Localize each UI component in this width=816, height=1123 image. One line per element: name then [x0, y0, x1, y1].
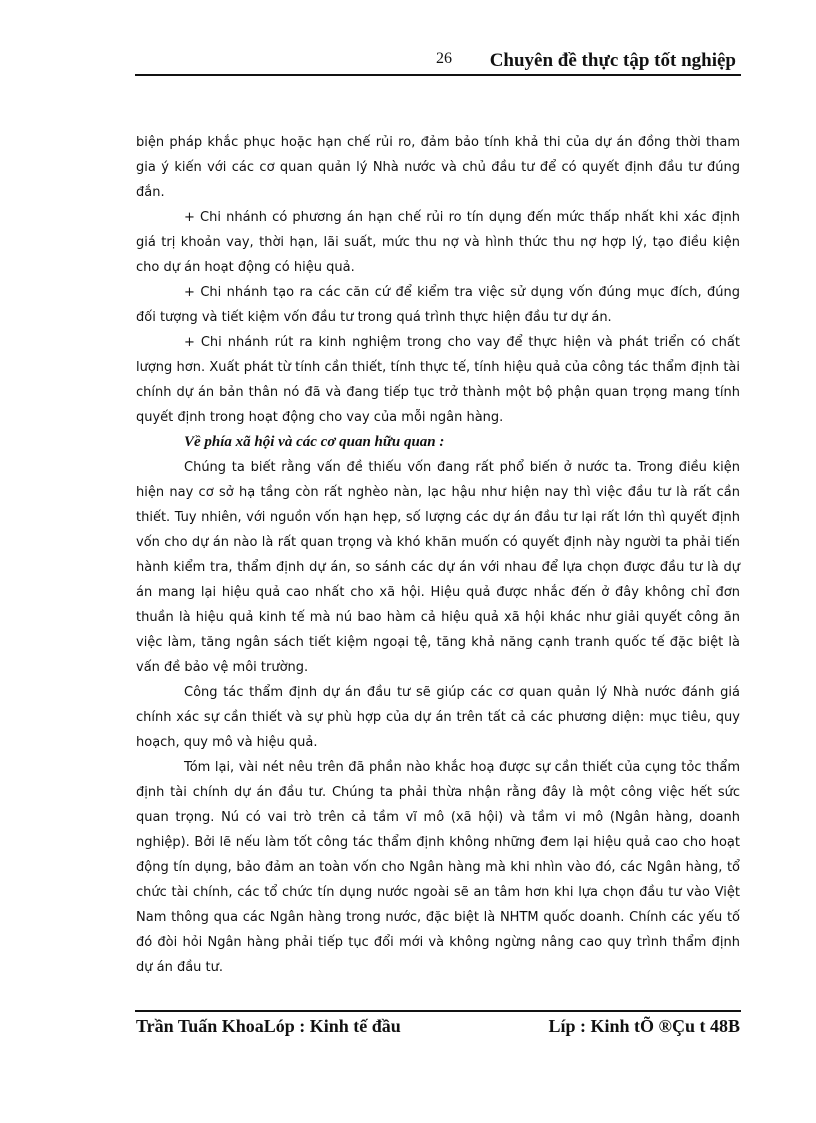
body-text — [136, 130, 740, 980]
paragraph: Công tác thẩm định dự án đầu tư sẽ giúp các cơ quan quản lý Nhà nước đánh giá chính xác sự cần thiết và sự phù hợp của dự án trên tất cả các phương diện: mục tiêu, quy hoạch, quy mô và hiệu quả. — [136, 685, 740, 750]
footer-rule — [135, 1010, 741, 1012]
header-title: Chuyên đề thực tập tốt nghiệp — [489, 50, 736, 71]
paragraph: + Chi nhánh có phương án hạn chế rủi ro tín dụng đến mức thấp nhất khi xác định giá trị khoản vay, thời hạn, lãi suất, mức thu nợ và hình thức thu nợ hợp lý, tạo điều kiện cho dự án hoạt động có hiệu quả. — [136, 210, 740, 275]
paragraph: + Chi nhánh rút ra kinh nghiệm trong cho vay để thực hiện và phát triển có chất lượng hơn. Xuất phát từ tính cần thiết, tính thực tế, tính hiệu quả của công tác thẩm định tài chính dự án bản thân nó đã và đang tiếp tục trở thành một bộ phận quan trọng mang tính quyết định trong hoạt động cho vay của mỗi ngân hàng. — [136, 335, 740, 425]
page-number: 26 — [436, 50, 452, 67]
paragraph: + Chi nhánh tạo ra các căn cứ để kiểm tra việc sử dụng vốn đúng mục đích, đúng đối tượng và tiết kiệm vốn đầu tư trong quá trình thực hiện đầu tư dự án. — [136, 285, 740, 325]
paragraph: biện pháp khắc phục hoặc hạn chế rủi ro, đảm bảo tính khả thi của dự án đồng thời tham gia ý kiến với các cơ quan quản lý Nhà nước và chủ đầu tư để có quyết định đầu tư đúng đắn. — [136, 135, 740, 200]
footer-author: Trần Tuấn KhoaLóp : Kinh tế đầu — [136, 1016, 401, 1036]
paragraph: Chúng ta biết rằng vấn đề thiếu vốn đang rất phổ biến ở nước ta. Trong điều kiện hiện nay cơ sở hạ tầng còn rất nghèo nàn, lạc hậu như hiện nay thì việc đầu tư là rất cần thiết. Tuy nhiên, với nguồn vốn hạn hẹp, số lượng các dự án đầu tư lại rất lớn thì quyết định vốn cho dự án nào là rất quan trọng và khó khăn muốn có quyết định này người ta phải tiến hành kiểm tra, thẩm định dự án, so sánh các dự án với nhau để lựa chọn được đầu tư là dự án mang lại hiệu quả cao nhất cho xã hội. Hiệu quả được nhắc đến ở đây không chỉ đơn thuần là hiệu quả kinh tế mà nú bao hàm cả hiệu quả xã hội khác như giải quyết công ăn việc làm, tăng ngân sách tiết kiệm ngoại tệ, tăng khả năng cạnh tranh quốc tế đặc biệt là vấn đề bảo vệ môi trường. — [136, 460, 740, 675]
footer-class: Líp : Kinh tÕ ®Çu t 48B — [548, 1016, 740, 1036]
paragraph: Tóm lại, vài nét nêu trên đã phần nào khắc hoạ được sự cần thiết của cụng tỏc thẩm định tài chính dự án đầu tư. Chúng ta phải thừa nhận rằng đây là một công việc hết sức quan trọng. Nú có vai trò trên cả tầm vĩ mô (xã hội) và tầm vi mô (Ngân hàng, doanh nghiệp). Bởi lẽ nếu làm tốt công tác thẩm định không những đem lại hiệu quả cao cho hoạt động tín dụng, bảo đảm an toàn vốn cho Ngân hàng mà khi nhìn vào đó, các Ngân hàng, tổ chức tài chính, các tổ chức tín dụng nước ngoài sẽ an tâm hơn khi lựa chọn đầu tư vào Việt Nam thông qua các Ngân hàng trong nước, đặc biệt là NHTM quốc doanh. Chính các yếu tố đó đòi hỏi Ngân hàng phải tiếp tục đổi mới và không ngừng nâng cao quy trình thẩm định dự án đầu tư. — [136, 760, 740, 975]
section-heading: Về phía xã hội và các cơ quan hữu quan : — [184, 434, 445, 450]
header-rule — [135, 74, 741, 76]
